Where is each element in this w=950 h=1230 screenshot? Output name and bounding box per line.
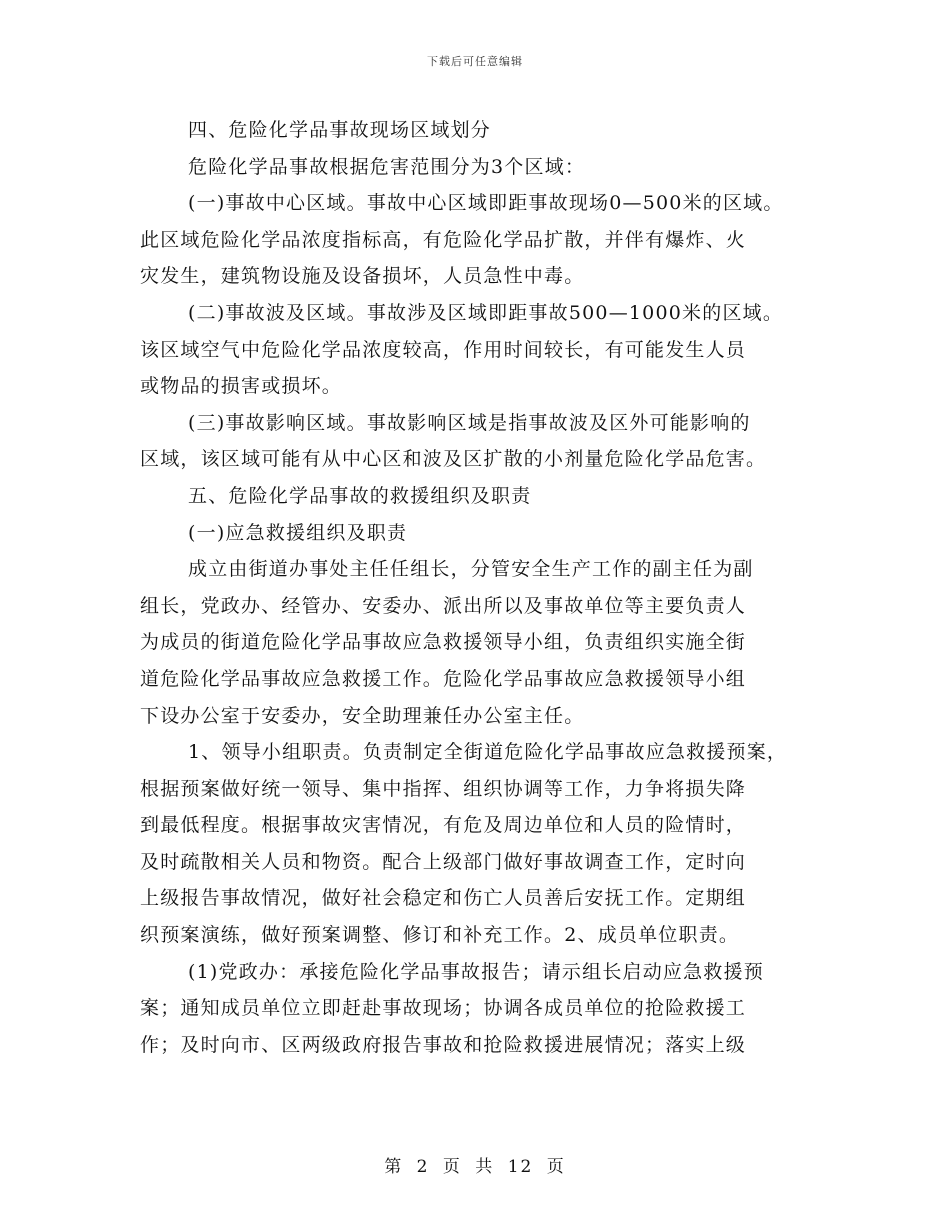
text-line: 或物品的损害或损坏。 [140, 375, 343, 398]
text-line: 下设办公室于安委办，安全助理兼任办公室主任。 [140, 704, 585, 727]
text-line: 危险化学品事故根据危害范围分为3个区域： [188, 155, 586, 178]
text-line: 根据预案做好统一领导、集中指挥、组织协调等工作，力争将损失降 [140, 777, 747, 800]
text-line: 道危险化学品事故应急救援工作。危险化学品事故应急救援领导小组 [140, 667, 747, 690]
text-line: 组长，党政办、经管办、安委办、派出所以及事故单位等主要负责人 [140, 594, 747, 617]
text-line: 1、领导小组职责。负责制定全街道危险化学品事故应急救援预案， [188, 741, 788, 764]
text-line: 灾发生，建筑物设施及设备损坏，人员急性中毒。 [140, 265, 585, 288]
text-line: 作；及时向市、区两级政府报告事故和抢险救援进展情况；落实上级 [140, 1033, 747, 1056]
page-header: 下载后可任意编辑 [427, 55, 523, 68]
text-line: 该区域空气中危险化学品浓度较高，作用时间较长，有可能发生人员 [140, 338, 747, 361]
page-footer: 第 2 页 共 12 页 [384, 1157, 566, 1177]
text-line: 此区域危险化学品浓度指标高，有危险化学品扩散，并伴有爆炸、火 [140, 228, 747, 251]
text-line: 为成员的街道危险化学品事故应急救援领导小组，负责组织实施全街 [140, 631, 747, 654]
text-line: 案；通知成员单位立即赶赴事故现场；协调各成员单位的抢险救援工 [140, 997, 747, 1020]
text-line: (二)事故波及区域。事故涉及区域即距事故500—1000米的区域。 [188, 301, 784, 324]
text-line: (三)事故影响区域。事故影响区域是指事故波及区外可能影响的 [188, 411, 751, 434]
text-line: 成立由街道办事处主任任组长，分管安全生产工作的副主任为副 [188, 558, 754, 581]
text-line: 上级报告事故情况，做好社会稳定和伤亡人员善后安抚工作。定期组 [140, 887, 747, 910]
text-line: (一)应急救援组织及职责 [188, 521, 408, 544]
text-line: 到最低程度。根据事故灾害情况，有危及周边单位和人员的险情时， [140, 814, 747, 837]
text-line: 织预案演练，做好预案调整、修订和补充工作。2、成员单位职责。 [140, 924, 740, 947]
text-line: 区域，该区域可能有从中心区和波及区扩散的小剂量危险化学品危害。 [140, 448, 767, 471]
document-body [140, 112, 830, 1063]
text-line: (1)党政办：承接危险化学品事故报告；请示组长启动应急救援预 [188, 960, 764, 983]
text-line: 及时疏散相关人员和物资。配合上级部门做好事故调查工作，定时向 [140, 850, 747, 873]
text-line: 五、危险化学品事故的救援组织及职责 [188, 484, 532, 507]
text-line: 四、危险化学品事故现场区域划分 [188, 119, 492, 141]
text-line: (一)事故中心区域。事故中心区域即距事故现场0—500米的区域。 [188, 192, 784, 215]
